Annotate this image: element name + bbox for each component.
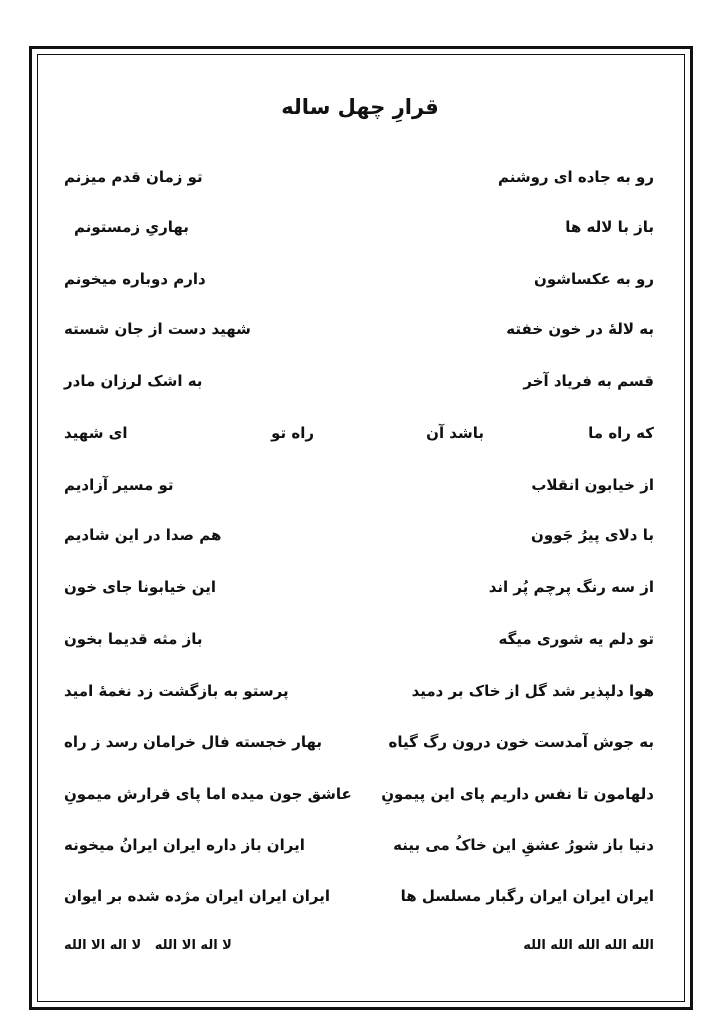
- poem-line: [64, 168, 654, 198]
- poem-line: [64, 218, 654, 248]
- line-left: به اشک لرزان مادر: [64, 372, 203, 390]
- line-left: بهار خجسته فال خرامان رسد ز راه: [64, 733, 323, 751]
- line-right: الله الله الله الله الله: [523, 938, 654, 953]
- poem-line: [64, 372, 654, 402]
- line-right: دنیا باز شورُ عشقِ این خاکُ می بینه: [393, 836, 654, 854]
- line-right: هوا دلپذیر شد گل از خاک بر دمید: [411, 682, 654, 700]
- line-left: ای شهید: [64, 424, 128, 442]
- poem-line: [64, 270, 654, 300]
- poem-line: [64, 836, 654, 866]
- poem-title: قرارِ چهل ساله: [281, 95, 439, 119]
- poem-line: [64, 785, 654, 815]
- line-right: از سه رنگ پرچم پُر اند: [488, 578, 654, 596]
- poem-line: [64, 630, 654, 660]
- line-left: بهاریِ زمستونم: [74, 218, 189, 236]
- line-middle-1: باشد آن: [426, 424, 484, 442]
- line-right: باز با لاله ها: [565, 218, 654, 236]
- poem-line: [64, 682, 654, 712]
- poem-line: [64, 733, 654, 763]
- line-right: قسم به فریاد آخر: [523, 372, 654, 390]
- poem-line: [64, 578, 654, 608]
- line-left: ایران باز داره ایران ایرانُ میخونه: [64, 836, 305, 854]
- line-right: رو به جاده ای روشنم: [497, 168, 654, 186]
- line-left: ایران ایران ایران مژده شده بر ایوان: [64, 887, 331, 905]
- poem-line: [64, 424, 654, 454]
- poem-line: [64, 476, 654, 506]
- line-right: از خیابون انقلاب: [531, 476, 654, 494]
- line-right: به لالهٔ در خون خفته: [506, 320, 654, 338]
- line-right: که راه ما: [588, 424, 654, 442]
- line-right: تو دلم یه شوری میگه: [498, 630, 654, 648]
- line-left: تو مسیر آزادیم: [64, 476, 174, 494]
- poem-line: [64, 526, 654, 556]
- line-right: ایران ایران ایران رگبار مسلسل ها: [400, 887, 654, 905]
- line-left: شهید دست از جان شسته: [64, 320, 251, 338]
- line-left: عاشق جون میده اما پای قرارش میمونِ: [64, 785, 352, 803]
- line-left: لا اله الا الله لا اله الا الله: [64, 938, 232, 953]
- line-right: دلهامون تا نفس داریم پای این پیمونِ: [381, 785, 654, 803]
- line-middle-2: راه تو: [271, 424, 314, 442]
- line-left: این خیابونا جای خون: [64, 578, 217, 596]
- line-right: به جوش آمدست خون درون رگ گیاه: [388, 733, 654, 751]
- line-right: با دلای پیرُ جَوون: [531, 526, 654, 544]
- line-left: تو زمان قدم میزنم: [64, 168, 203, 186]
- poem-line: [64, 887, 654, 917]
- line-left: دارم دوباره میخونم: [64, 270, 206, 288]
- poem-line: [64, 938, 654, 968]
- line-left: پرستو به بازگشت زد نغمهٔ امید: [64, 682, 289, 700]
- line-left: هم صدا در این شادیم: [64, 526, 222, 544]
- poem-line: [64, 320, 654, 350]
- line-left: باز مثه قدیما بخون: [64, 630, 203, 648]
- line-right: رو به عکساشون: [534, 270, 654, 288]
